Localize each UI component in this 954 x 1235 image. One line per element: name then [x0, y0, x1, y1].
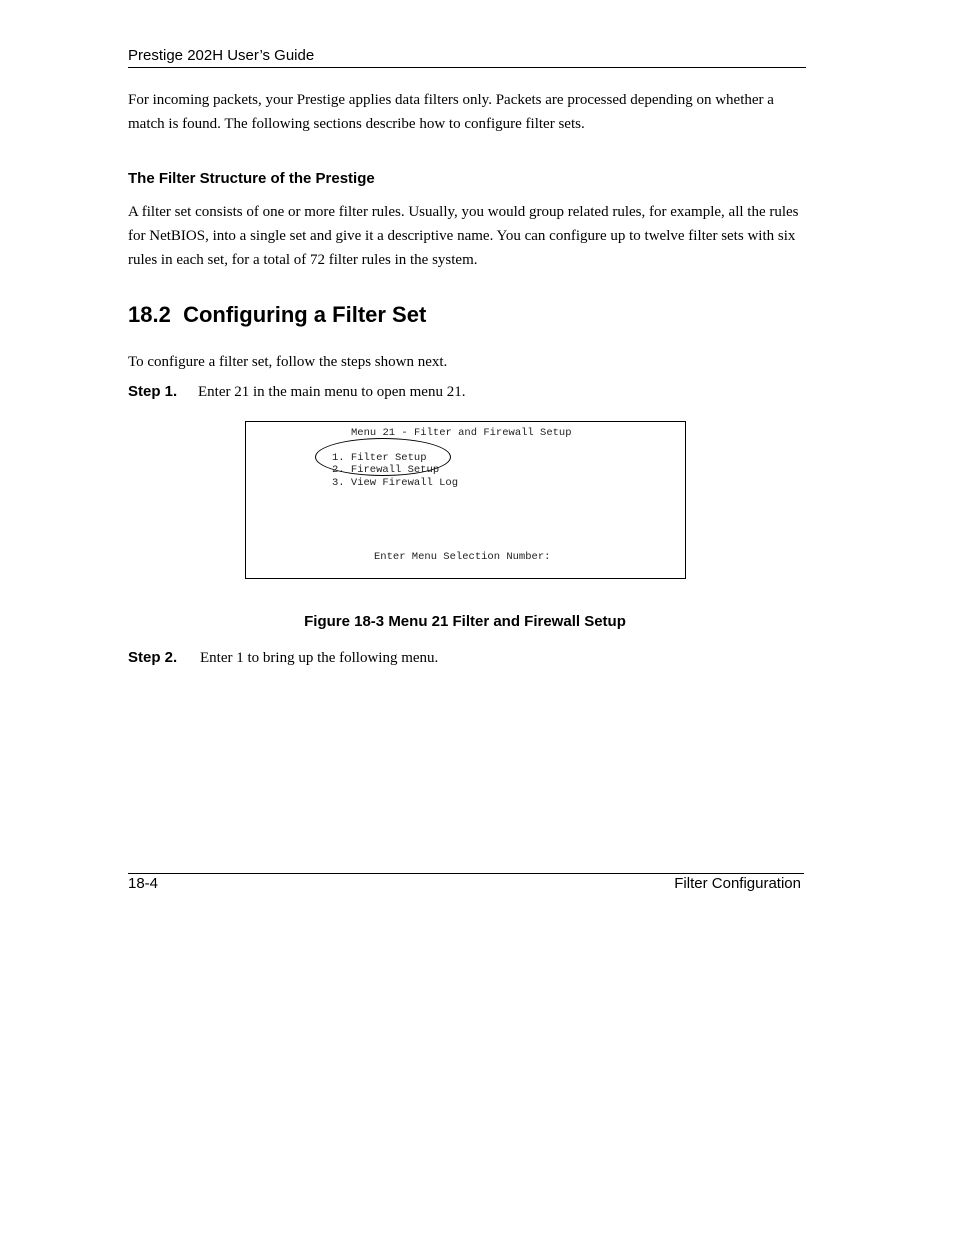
- header-rule: [128, 67, 806, 68]
- step-1-label: Step 1.: [128, 383, 178, 400]
- menu-item-firewall-setup: 2. Firewall Setup: [332, 464, 440, 476]
- filter-structure-paragraph: A filter set consists of one or more filter rules. Usually, you would group related rules, for example, all the rules for NetBIOS, into a single set and give it a descriptive name. You can configure up to twelve filter sets with six rules in each set, for a total of 72 filter rules in the system.: [128, 204, 799, 268]
- intro-paragraph: For incoming packets, your Prestige applies data filters only. Packets are processed depending on whether a match is found. The following sections describe how to configure filter sets.: [128, 92, 774, 132]
- section-number: 18.2: [128, 302, 171, 327]
- highlight-ellipse: [315, 438, 451, 476]
- running-header-title: Prestige 202H User’s Guide: [128, 47, 315, 64]
- section-heading: [128, 302, 426, 328]
- menu-title: Menu 21 - Filter and Firewall Setup: [351, 427, 572, 439]
- figure-caption: Figure 18-3 Menu 21 Filter and Firewall Setup: [304, 613, 626, 630]
- section-intro: To configure a filter set, follow the steps shown next.: [128, 354, 448, 370]
- footer-rule: [128, 873, 804, 874]
- section-title: Configuring a Filter Set: [183, 302, 427, 327]
- step-1-text: Enter 21 in the main menu to open menu 21.: [198, 384, 466, 400]
- footer-section-name: Filter Configuration: [674, 875, 801, 892]
- menu-item-filter-setup: 1. Filter Setup: [332, 452, 427, 464]
- step-2-text: Enter 1 to bring up the following menu.: [200, 650, 439, 666]
- step-1: [128, 383, 465, 401]
- step-2: [128, 649, 438, 667]
- footer-page-number: 18-4: [128, 875, 159, 892]
- filter-structure-heading: The Filter Structure of the Prestige: [128, 170, 375, 187]
- menu-item-view-firewall-log: 3. View Firewall Log: [332, 477, 459, 489]
- step-2-label: Step 2.: [128, 649, 178, 666]
- menu-selection-prompt: Enter Menu Selection Number:: [374, 551, 551, 563]
